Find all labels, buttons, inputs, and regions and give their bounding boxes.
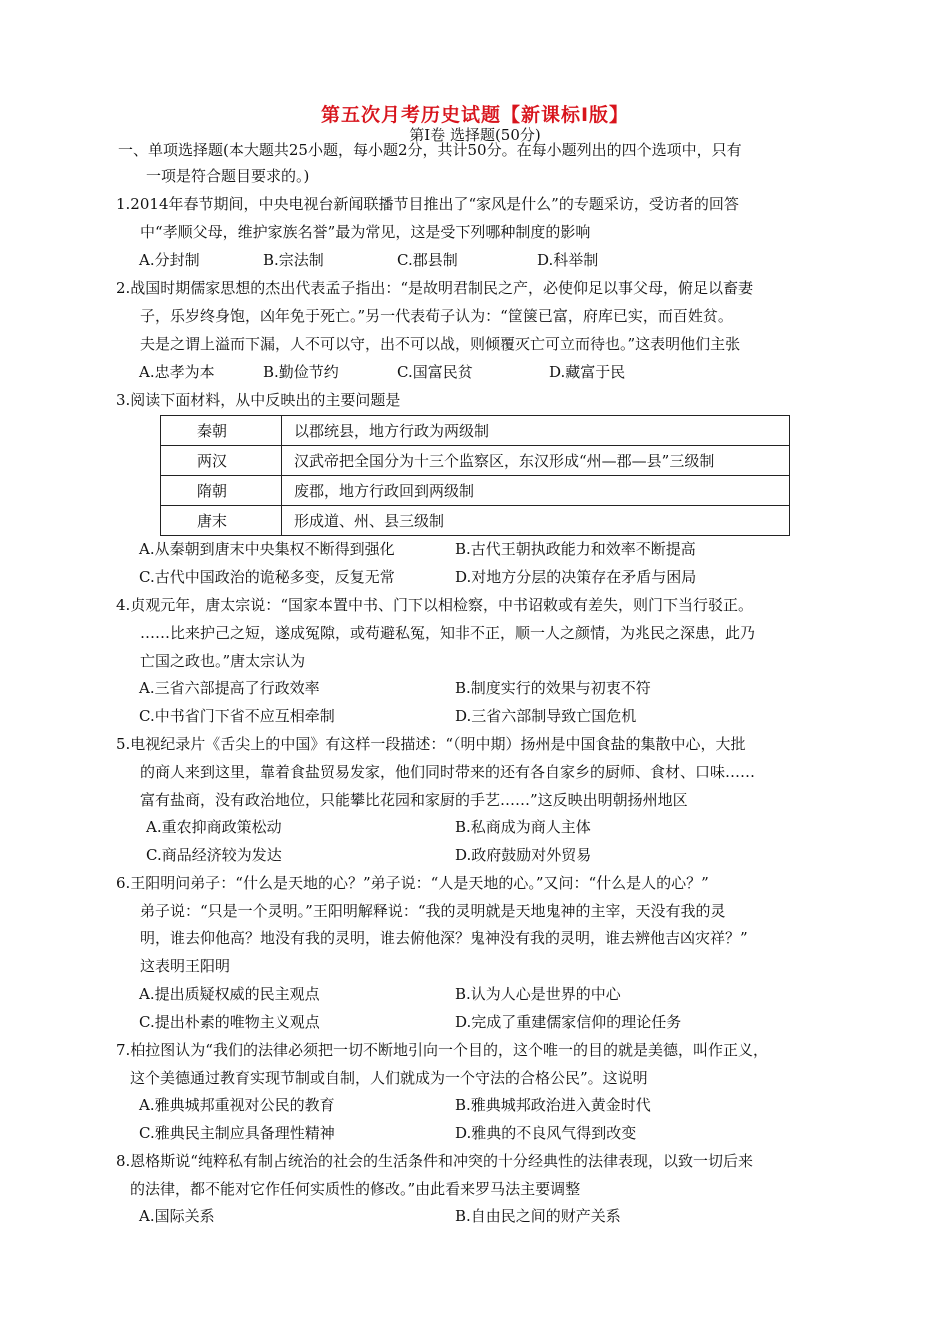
question-4-text: 亡国之政也。”唐太宗认为 (140, 652, 306, 670)
question-6-text: 6.王阳明问弟子：“什么是天地的心？”弟子说：“人是天地的心。”又问：“什么是人的心？” (116, 874, 709, 892)
question-2-text: 2.战国时期儒家思想的杰出代表孟子指出：“是故明君制民之产，必使仰足以事父母，俯足以畜妻 (116, 279, 753, 297)
question-6-option-c: C.提出朴素的唯物主义观点 (139, 1013, 320, 1031)
question-2-text: 夫是之谓上溢而下漏，人不可以守，出不可以战，则倾覆灭亡可立而待也。”这表明他们主张 (140, 335, 741, 353)
question-1-option-d: D.科举制 (537, 251, 599, 269)
question-4-option-d: D.三省六部制导致亡国危机 (455, 707, 637, 725)
section-subtitle: 第Ⅰ卷 选择题(50分) (409, 126, 541, 144)
question-6-option-a: A.提出质疑权威的民主观点 (139, 985, 320, 1003)
question-8-option-a: A.国际关系 (139, 1207, 215, 1225)
table-cell-system: 以郡统县，地方行政为两级制 (282, 416, 790, 446)
table-cell-system: 废郡，地方行政回到两级制 (282, 476, 790, 506)
question-2-option-a: A.忠孝为本 (139, 363, 215, 381)
table-cell-dynasty: 两汉 (161, 446, 282, 476)
question-5-option-d: D.政府鼓励对外贸易 (455, 846, 592, 864)
question-6-text: 这表明王阳明 (140, 957, 231, 975)
question-7-option-d: D.雅典的不良风气得到改变 (455, 1124, 637, 1142)
question-1-option-b: B.宗法制 (263, 251, 324, 269)
question-1-option-a: A.分封制 (139, 251, 200, 269)
question-4-option-b: B.制度实行的效果与初衷不符 (455, 679, 651, 697)
table-cell-dynasty: 隋朝 (161, 476, 282, 506)
question-6-text: 弟子说：“只是一个灵明。”王阳明解释说：“我的灵明就是天地鬼神的主宰，天没有我的灵 (140, 902, 726, 920)
question-8-text: 8.恩格斯说“纯粹私有制占统治的社会的生活条件和冲突的十分经典性的法律表现，以致一切后来 (116, 1152, 753, 1170)
question-2-option-b: B.勤俭节约 (263, 363, 339, 381)
question-4-option-c: C.中书省门下省不应互相牵制 (139, 707, 335, 725)
question-7-option-a: A.雅典城邦重视对公民的教育 (139, 1096, 335, 1114)
question-7-text: 这个美德通过教育实现节制或自制，人们就成为一个守法的合格公民”。这说明 (130, 1069, 648, 1087)
question-8-text: 的法律，都不能对它作任何实质性的修改。”由此看来罗马法主要调整 (130, 1180, 581, 1198)
question-5-option-b: B.私商成为商人主体 (455, 818, 591, 836)
question-1-text: 中“孝顺父母，维护家族名誉”最为常见，这是受下列哪种制度的影响 (140, 223, 591, 241)
question-5-option-a: A.重农抑商政策松动 (146, 818, 282, 836)
question-4-text: ……比来护己之短，遂成冤隙，或苟避私冤，知非不正，顺一人之颜情，为兆民之深患，此乃 (140, 624, 756, 642)
question-2-option-d: D.藏富于民 (549, 363, 626, 381)
table-cell-system: 形成道、州、县三级制 (282, 506, 790, 536)
question-7-option-c: C.雅典民主制应具备理性精神 (139, 1124, 335, 1142)
question-5-option-c: C.商品经济较为发达 (146, 846, 282, 864)
question-6-text: 明，谁去仰他高？地没有我的灵明，谁去俯他深？鬼神没有我的灵明，谁去辨他吉凶灾祥？” (140, 929, 748, 947)
table-cell-dynasty: 秦朝 (161, 416, 282, 446)
question-4-option-a: A.三省六部提高了行政效率 (139, 679, 320, 697)
question-5-text: 的商人来到这里，靠着食盐贸易发家，他们同时带来的还有各自家乡的厨师、食材、口味…… (140, 763, 756, 781)
section-instructions: 一、单项选择题(本大题共25小题，每小题2分，共计50分。在每小题列出的四个选项中，只有 (118, 141, 742, 159)
table-row (161, 416, 790, 446)
table-cell-system: 汉武帝把全国分为十三个监察区，东汉形成“州—郡—县”三级制 (282, 446, 790, 476)
question-3-option-c: C.古代中国政治的诡秘多变，反复无常 (139, 568, 395, 586)
question-3-text: 3.阅读下面材料，从中反映出的主要问题是 (116, 391, 401, 409)
question-5-text: 富有盐商，没有政治地位，只能攀比花园和家厨的手艺……”这反映出明朝扬州地区 (140, 791, 688, 809)
material-table (160, 415, 790, 536)
question-5-text: 5.电视纪录片《舌尖上的中国》有这样一段描述：“（明中期）扬州是中国食盐的集散中心，大批 (116, 735, 746, 753)
question-4-text: 4.贞观元年，唐太宗说：“国家本置中书、门下以相检察，中书诏敕或有差失，则门下当行驳正。 (116, 596, 753, 614)
question-2-text: 子，乐岁终身饱，凶年免于死亡。”另一代表荀子认为：“筐箧已富，府库已实，而百姓贫。 (140, 307, 733, 325)
question-1-option-c: C.郡县制 (397, 251, 458, 269)
question-6-option-d: D.完成了重建儒家信仰的理论任务 (455, 1013, 682, 1031)
question-1-text: 1.2014年春节期间，中央电视台新闻联播节目推出了“家风是什么”的专题采访，受访者的回答 (116, 195, 739, 213)
table-row (161, 476, 790, 506)
question-8-option-b: B.自由民之间的财产关系 (455, 1207, 621, 1225)
question-7-text: 7.柏拉图认为“我们的法律必须把一切不断地引向一个目的，这个唯一的目的就是美德，叫作正义， (116, 1041, 768, 1059)
question-3-option-a: A.从秦朝到唐末中央集权不断得到强化 (139, 540, 395, 558)
question-3-option-b: B.古代王朝执政能力和效率不断提高 (455, 540, 696, 558)
table-row (161, 506, 790, 536)
question-2-option-c: C.国富民贫 (397, 363, 473, 381)
table-row (161, 446, 790, 476)
table-cell-dynasty: 唐末 (161, 506, 282, 536)
question-6-option-b: B.认为人心是世界的中心 (455, 985, 621, 1003)
exam-title: 第五次月考历史试题【新课标Ⅰ版】 (320, 104, 630, 126)
question-7-option-b: B.雅典城邦政治进入黄金时代 (455, 1096, 651, 1114)
question-3-option-d: D.对地方分层的决策存在矛盾与困局 (455, 568, 697, 586)
section-instructions-cont: 一项是符合题目要求的。) (146, 167, 310, 185)
